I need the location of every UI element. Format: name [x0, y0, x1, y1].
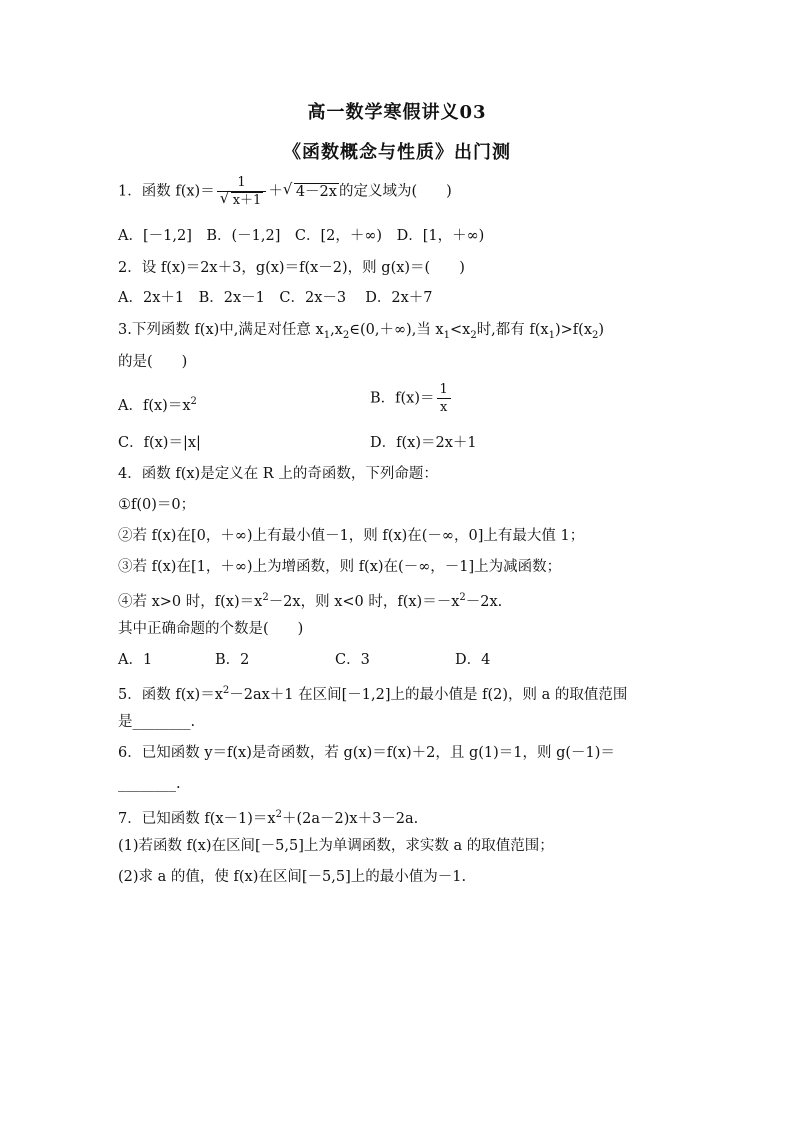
question-4-option-a: A．1	[118, 652, 153, 668]
q4-p4-a: ④若 x>0 时，f(x)＝x	[118, 593, 263, 610]
q3-option-b-prefix: B．f(x)＝	[370, 390, 435, 407]
q1-denominator-radicand: x＋1	[232, 193, 262, 208]
q1-fraction-numerator: 1	[237, 175, 246, 190]
question-6-line-2: ________.	[118, 776, 181, 792]
subscript: 1	[323, 329, 331, 341]
q5-line1-a: 5．函数 f(x)＝x	[118, 686, 223, 703]
q7-stem-a: 7．已知函数 f(x－1)＝x	[118, 810, 276, 827]
subscript: 2	[342, 329, 350, 341]
page-title: 高一数学寒假讲义03	[307, 102, 487, 123]
q3-stem-e: 时,都有 f(x	[476, 322, 549, 338]
radical-icon: √	[219, 189, 230, 207]
question-3-option-b	[370, 383, 453, 414]
subscript: 2	[470, 329, 477, 341]
fraction-denominator: x	[437, 398, 451, 414]
q1-fraction-denominator	[217, 191, 267, 207]
question-5-line-1	[118, 680, 693, 706]
question-4-ask: 其中正确命题的个数是( )	[118, 621, 304, 637]
q1-fraction	[217, 176, 267, 207]
question-2-stem: 2．设 f(x)＝2x＋3，g(x)＝f(x－2)，则 g(x)＝( )	[118, 260, 465, 276]
superscript: 2	[459, 592, 466, 603]
q4-p4-c: －2x.	[465, 593, 503, 610]
q3-option-a-text: A．f(x)＝x	[118, 397, 191, 414]
q3-stem-f: )>f(x	[554, 322, 592, 338]
q3-stem-a: 3.下列函数 f(x)中,满足对任意 x	[118, 322, 324, 338]
radical-icon: √	[282, 179, 293, 198]
question-3-stem	[118, 319, 693, 347]
q3-stem-b: ,x	[330, 322, 343, 338]
question-3-option-d: D．f(x)＝2x＋1	[370, 435, 477, 451]
question-4-proposition-3: ③若 f(x)在[1，＋∞)上为增函数，则 f(x)在(－∞，－1]上为减函数；	[118, 559, 562, 575]
q3-stem-c: ∈(0,＋∞),当 x	[349, 322, 444, 338]
superscript: 2	[275, 809, 282, 820]
fraction-numerator: 1	[439, 382, 448, 397]
q1-radicand: 4－2x	[295, 183, 337, 200]
q1-radical	[283, 181, 339, 203]
question-3-stem-line2: 的是( )	[118, 354, 188, 370]
question-4-option-c: C．3	[335, 652, 370, 668]
question-4-option-b: B．2	[215, 652, 250, 668]
question-1-stem	[118, 176, 693, 207]
question-5-line-2: 是________.	[118, 714, 196, 730]
page-subtitle: 《函数概念与性质》出门测	[283, 142, 511, 163]
q3-option-b-fraction	[437, 383, 451, 414]
q1-suffix: 的定义域为( )	[338, 183, 452, 200]
question-2-options: A．2x＋1 B．2x－1 C．2x－3 D．2x＋7	[118, 290, 433, 306]
question-3-option-a	[118, 391, 197, 417]
question-4-proposition-1: ①f(0)＝0；	[118, 497, 196, 513]
subscript: 1	[443, 329, 450, 341]
q1-denominator-radical	[219, 189, 264, 208]
question-4-proposition-4	[118, 587, 693, 613]
question-1-options: A．[－1,2] B．(－1,2] C．[2，＋∞) D．[1，＋∞)	[118, 228, 485, 244]
question-4-option-d: D．4	[455, 652, 491, 668]
q1-prefix: 1．函数 f(x)＝	[118, 183, 215, 200]
question-4-stem: 4．函数 f(x)是定义在 R 上的奇函数，下列命题：	[118, 466, 438, 482]
q3-stem-g: )	[598, 322, 605, 338]
question-7-part-1: (1)若函数 f(x)在区间[－5,5]上为单调函数，求实数 a 的取值范围；	[118, 838, 554, 854]
superscript: 2	[262, 592, 269, 603]
question-6-line-1: 6．已知函数 y＝f(x)是奇函数，若 g(x)＝f(x)＋2，且 g(1)＝1，则 g(－1)＝	[118, 745, 615, 761]
q5-line1-b: －2ax＋1 在区间[－1,2]上的最小值是 f(2)，则 a 的取值范围	[229, 686, 628, 703]
question-7-stem	[118, 804, 693, 830]
question-3-option-c: C．f(x)＝|x|	[118, 435, 201, 451]
subscript: 2	[592, 329, 599, 341]
q7-stem-b: ＋(2a－2)x＋3－2a.	[281, 810, 419, 827]
subscript: 1	[548, 329, 555, 341]
superscript: 2	[190, 396, 197, 407]
question-7-part-2: (2)求 a 的值，使 f(x)在区间[－5,5]上的最小值为－1.	[118, 869, 467, 885]
q1-plus: ＋	[268, 183, 283, 200]
superscript: 2	[222, 685, 230, 696]
q3-stem-d: <x	[449, 322, 471, 338]
question-4-proposition-2: ②若 f(x)在[0，＋∞)上有最小值－1，则 f(x)在(－∞，0]上有最大值 1；	[118, 528, 585, 544]
q4-p4-b: －2x，则 x<0 时，f(x)＝－x	[268, 593, 460, 610]
